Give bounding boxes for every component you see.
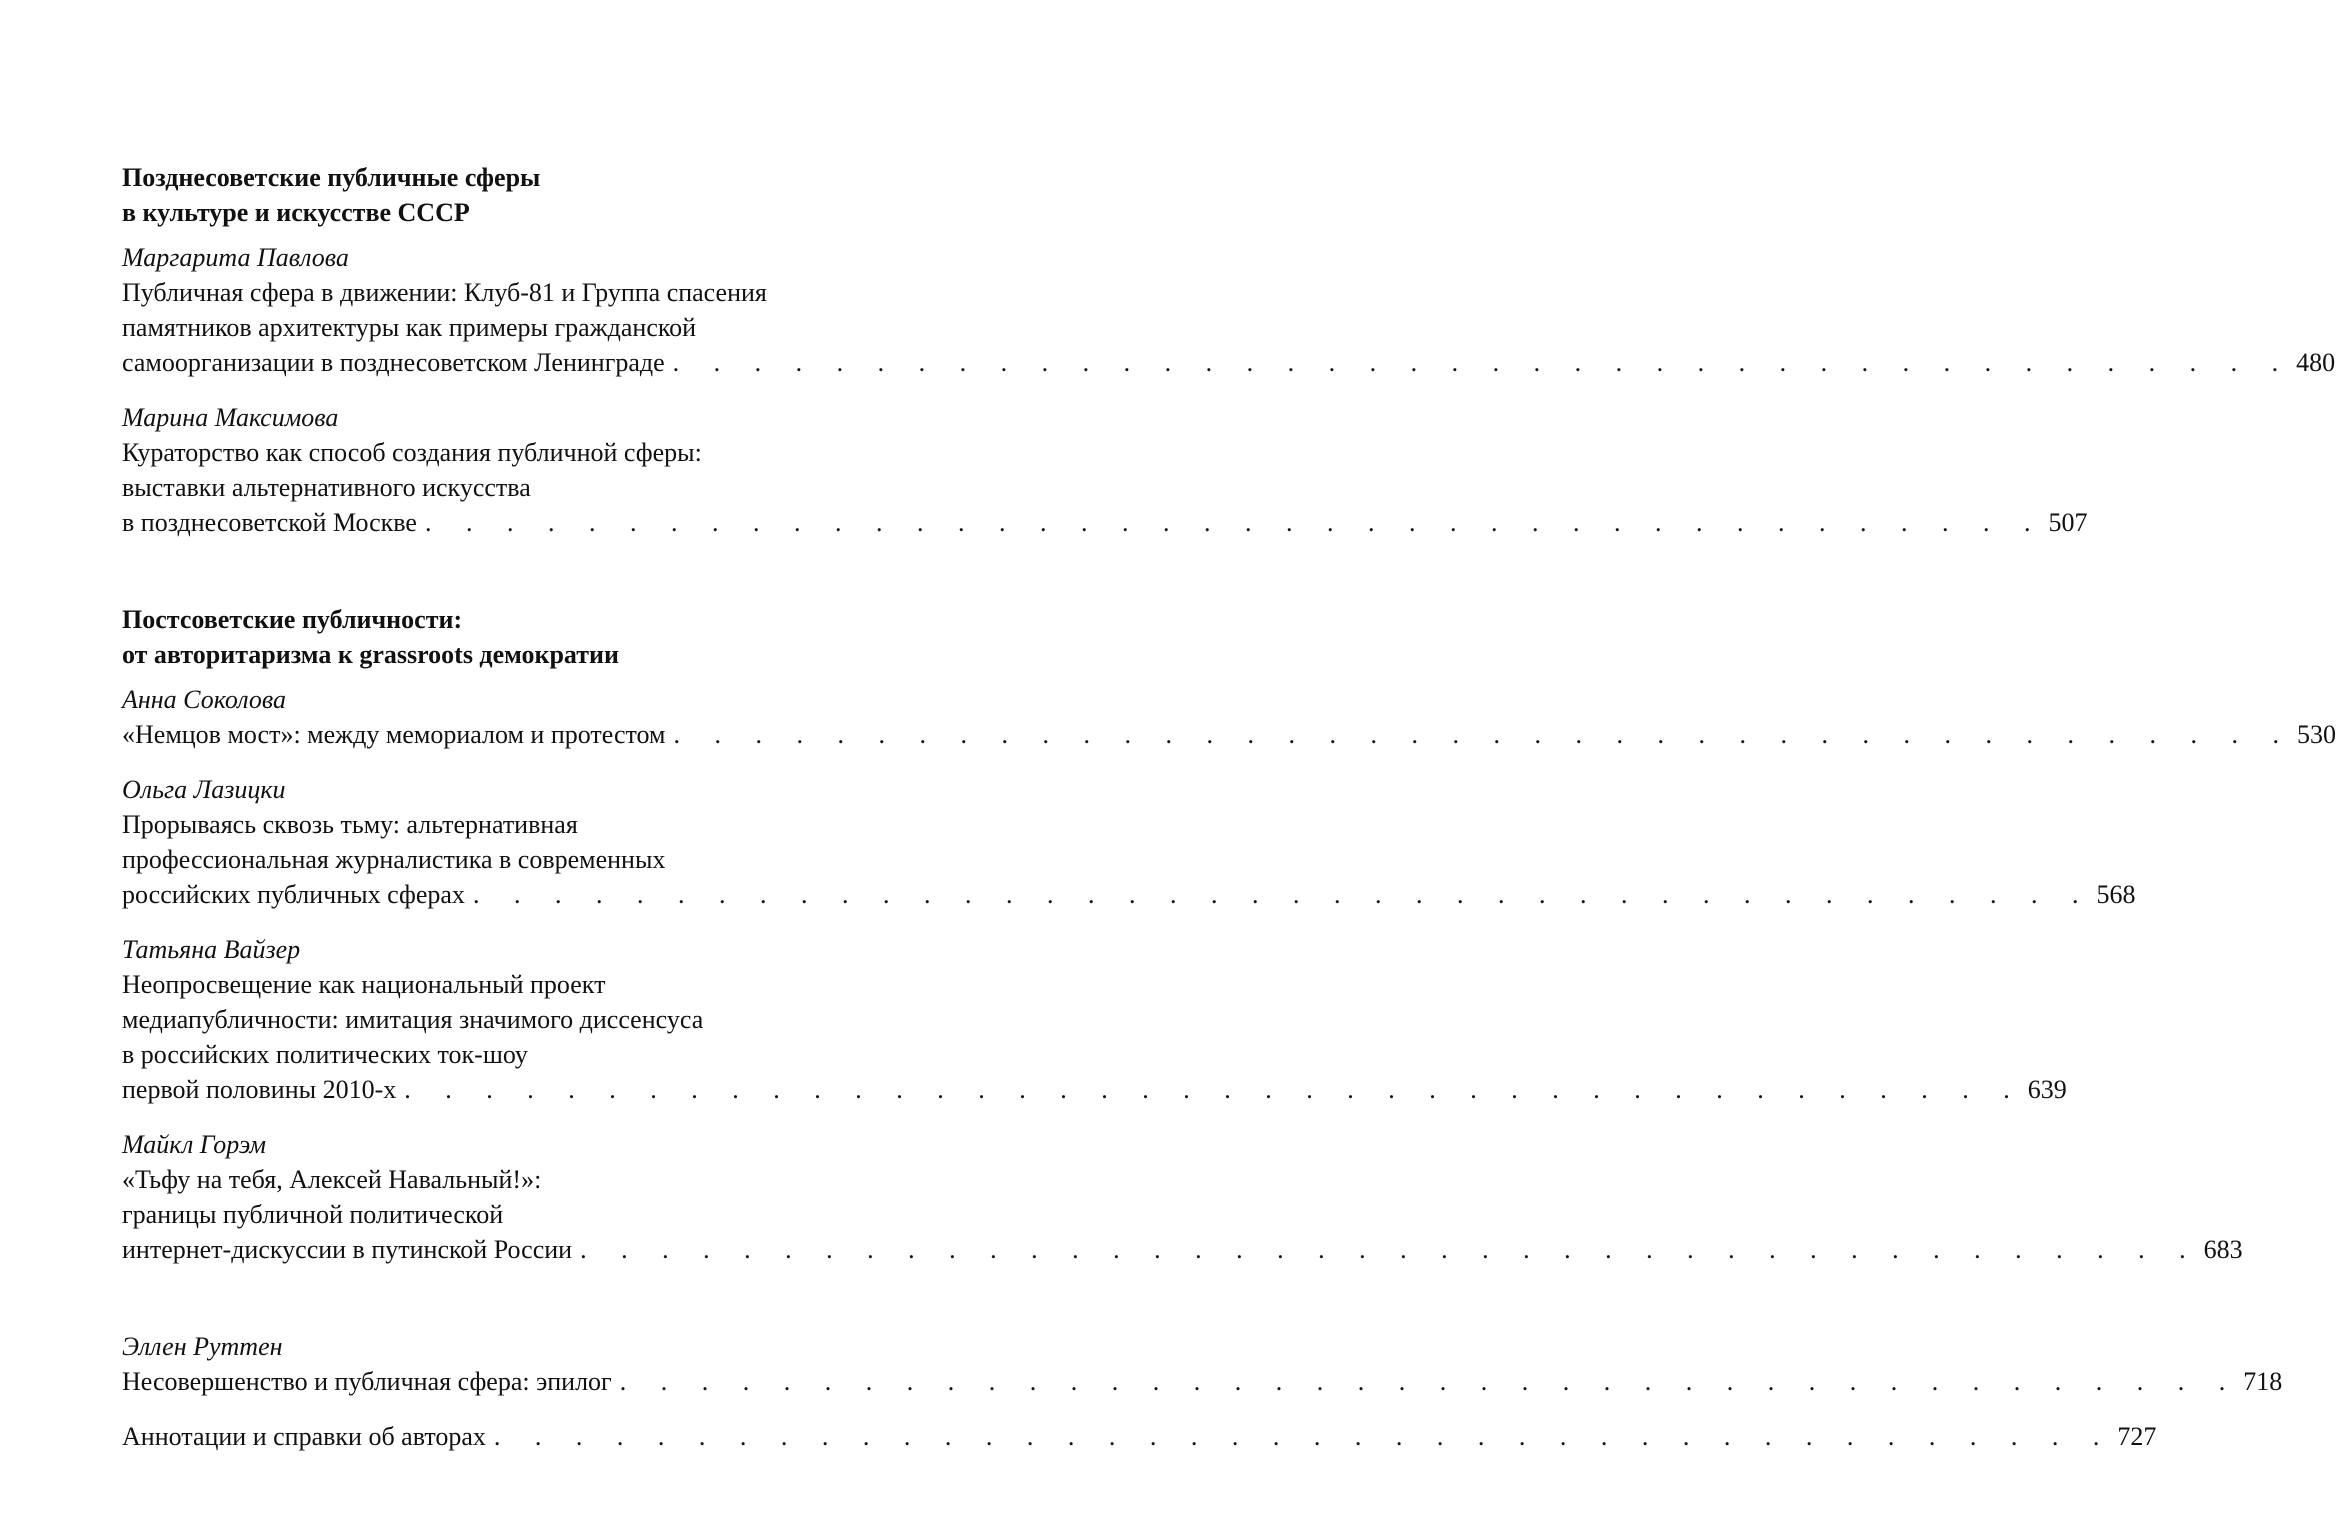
entry-last-line [122, 1072, 2067, 1107]
page-number: 507 [2048, 508, 2088, 537]
entry-title-line: самоорганизации в позднесоветском Ленинграде [122, 348, 665, 377]
entry-last-line [122, 1232, 2243, 1267]
dot-leader: . . . . . . . . . . . . . . . . . . . . . . . . . . . . . . . . . . . . . . . . [580, 1235, 2200, 1264]
entry-title-line: российских публичных сферах [122, 880, 465, 909]
section-late-soviet [122, 160, 2336, 540]
dot-leader: . . . . . . . . . . . . . . . . . . . . . . . . . . . . . . . . . . . . . . . . [424, 508, 2045, 537]
toc-entry[interactable] [122, 240, 2336, 380]
section-title-line: Постсоветские публичности: [122, 605, 463, 634]
dot-leader: . . . . . . . . . . . . . . . . . . . . . . . . . . . . . . . . . . . . . . . . [472, 880, 2093, 909]
section-post-soviet [122, 602, 2336, 1267]
entry-title-line: в позднесоветской Москве [122, 508, 417, 537]
entry-title-line: Кураторство как способ создания публичной сферы: [122, 438, 702, 467]
dot-leader: . . . . . . . . . . . . . . . . . . . . . . . . . . . . . . . . . . . . . . . . [404, 1075, 2024, 1104]
entry-last-line [122, 1364, 2283, 1399]
entry-author: Маргарита Павлова [122, 243, 349, 272]
entry-title-line: в российских политических ток-шоу [122, 1040, 528, 1069]
section-title-line: в культуре и искусстве СССР [122, 198, 470, 227]
dot-leader: . . . . . . . . . . . . . . . . . . . . . . . . . . . . . . . . . . . . . . . . [493, 1422, 2114, 1451]
entry-author: Эллен Руттен [122, 1332, 283, 1361]
entry-title-line: границы публичной политической [122, 1200, 504, 1229]
page-number: 530 [2297, 720, 2336, 749]
entry-author: Анна Соколова [122, 685, 286, 714]
entry-title-line: Несовершенство и публичная сфера: эпилог [122, 1367, 612, 1396]
entry-last-line [122, 1419, 2157, 1454]
page-number: 727 [2117, 1422, 2157, 1451]
entry-title-line: первой половины 2010-х [122, 1075, 397, 1104]
entry-title-line: Неопросвещение как национальный проект [122, 970, 606, 999]
entry-title-line: медиапубличности: имитация значимого диссенсуса [122, 1005, 704, 1034]
entry-title-line: Публичная сфера в движении: Клуб-81 и Группа спасения [122, 278, 767, 307]
toc-entry[interactable] [122, 1127, 2243, 1267]
page-number: 718 [2243, 1367, 2283, 1396]
entry-last-line [122, 717, 2336, 752]
section-title [122, 160, 854, 230]
section-title-line: от авторитаризма к grassroots демократии [122, 640, 619, 669]
entry-author: Ольга Лазицки [122, 775, 286, 804]
entry-title-line: выставки альтернативного искусства [122, 473, 531, 502]
entry-title-line: Прорываясь сквозь тьму: альтернативная [122, 810, 578, 839]
table-of-contents [122, 160, 2336, 1454]
page-number: 639 [2027, 1075, 2067, 1104]
toc-entry-annotations[interactable] [122, 1419, 2157, 1454]
toc-entry[interactable] [122, 932, 2067, 1107]
entry-title-line: «Немцов мост»: между мемориалом и протестом [122, 720, 666, 749]
toc-tail [122, 1329, 2283, 1454]
page-number: 480 [2296, 348, 2336, 377]
dot-leader: . . . . . . . . . . . . . . . . . . . . . . . . . . . . . . . . . . . . . . . . [673, 720, 2293, 749]
entry-title-line: Аннотации и справки об авторах [122, 1422, 486, 1451]
entry-title-line: профессиональная журналистика в современных [122, 845, 666, 874]
entry-title-line: памятников архитектуры как примеры гражданской [122, 313, 697, 342]
section-title [122, 602, 854, 672]
page-number: 683 [2203, 1235, 2243, 1264]
toc-entry[interactable] [122, 682, 2336, 752]
section-title-line: Позднесоветские публичные сферы [122, 163, 541, 192]
page-number: 568 [2096, 880, 2136, 909]
dot-leader: . . . . . . . . . . . . . . . . . . . . . . . . . . . . . . . . . . . . . . . . [672, 348, 2293, 377]
entry-title-line: интернет-дискуссии в путинской России [122, 1235, 573, 1264]
entry-author: Татьяна Вайзер [122, 935, 301, 964]
toc-entry-epilogue[interactable] [122, 1329, 2283, 1399]
dot-leader: . . . . . . . . . . . . . . . . . . . . . . . . . . . . . . . . . . . . . . . . [619, 1367, 2240, 1396]
entry-last-line [122, 877, 2136, 912]
entry-title-line: «Тьфу на тебя, Алексей Навальный!»: [122, 1165, 542, 1194]
entry-author: Марина Максимова [122, 403, 339, 432]
entry-last-line [122, 345, 2336, 380]
toc-entry[interactable] [122, 772, 2136, 912]
toc-entry[interactable] [122, 400, 2088, 540]
entry-author: Майкл Горэм [122, 1130, 266, 1159]
entry-last-line [122, 505, 2088, 540]
